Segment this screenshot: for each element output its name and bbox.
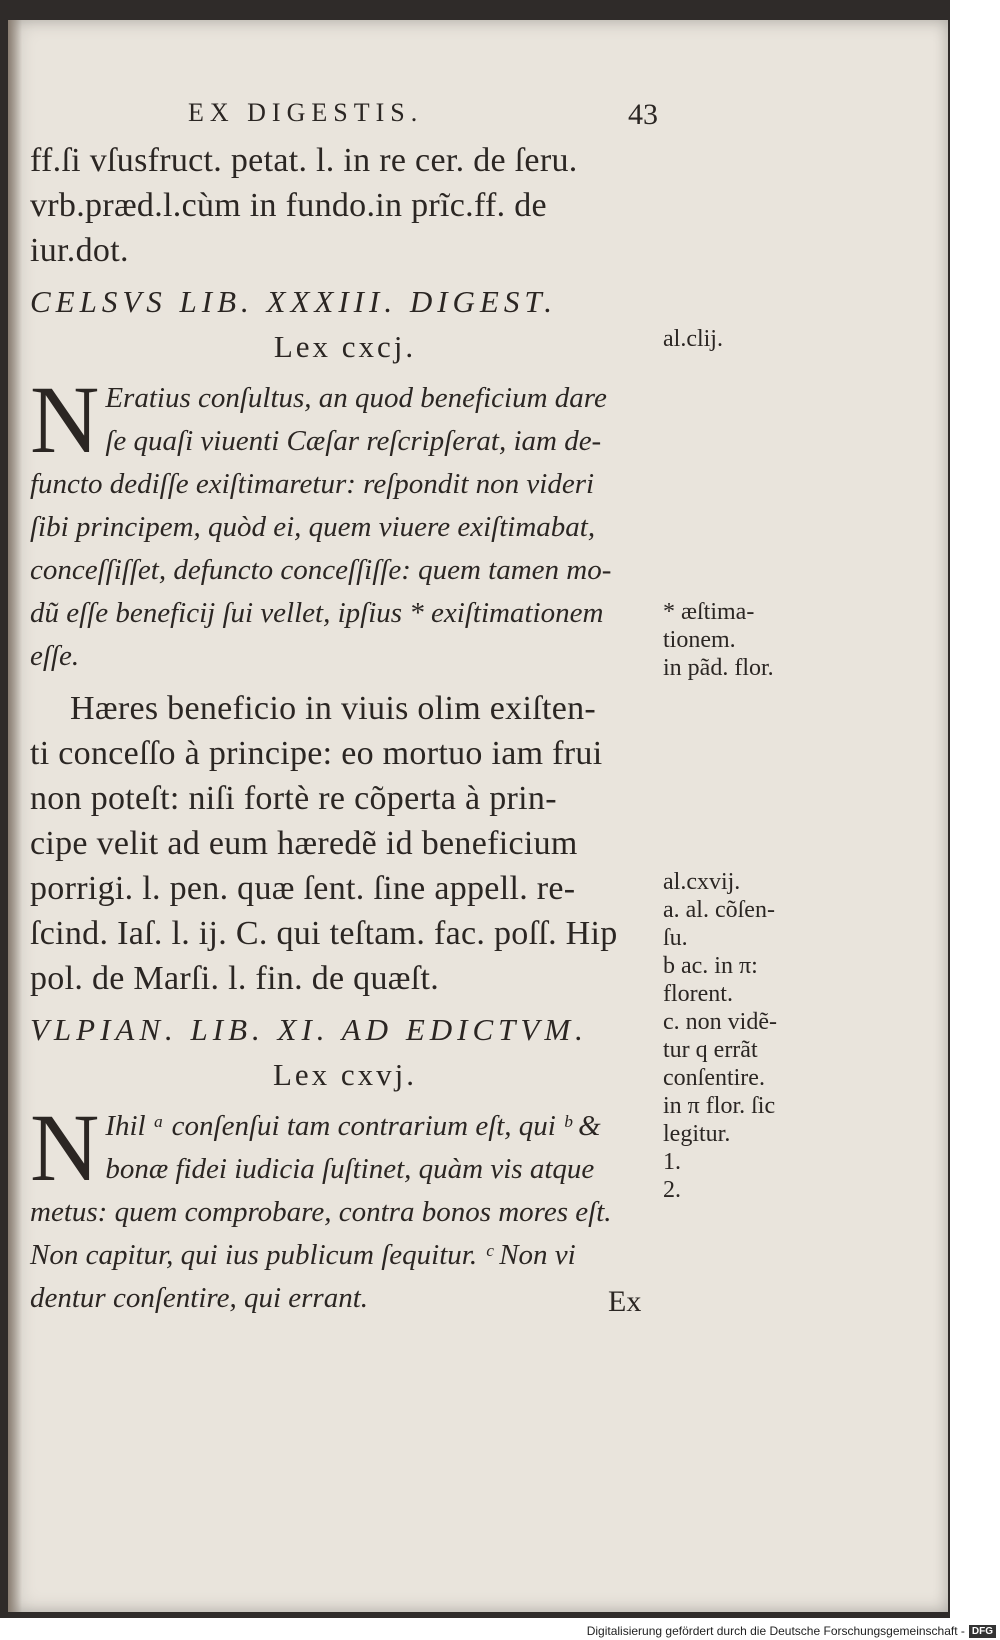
commentary-line-5: porrigi. l. pen. quæ ſent. ſine appell. re- [30,870,576,907]
margin-note-3-line-3: ſu. [663,925,688,951]
page-gutter-shadow [8,20,22,1612]
catchword: Ex [608,1285,642,1318]
margin-note-3 [663,868,823,1204]
margin-note-2-line-3: in pãd. flor. [663,655,774,681]
intro-line-2: vrb.præd.l.cùm in fundo.in prĩc.ff. de [30,187,547,224]
margin-note-1-line: al.clij. [663,326,723,352]
section1-text-line-7: eſſe. [30,640,80,672]
footer-credit: Digitalisierung gefördert durch die Deutsche Forschungsgemeinschaft - [586,1624,965,1638]
section2-text-line-3: metus: quem comprobare, contra bonos mores eſt. [30,1196,612,1228]
section1-commentary [30,686,660,1001]
section1-heading: CELSVS LIB. XXXIII. DIGEST. [30,284,558,319]
margin-note-3-line-10: legitur. [663,1121,731,1147]
margin-note-2-line-2: tionem. [663,627,736,653]
section2-dropcap: N [30,1094,100,1201]
book-page [8,20,948,1612]
margin-note-2-line-1: * æſtima- [663,599,755,625]
section1-text-line-6: dũ eſſe beneficij ſui vellet, ipſius * exiſtimationem [30,597,604,629]
section1-text-line-2: ſe quaſi viuenti Cæſar reſcripſerat, iam de- [105,425,602,457]
commentary-line-1: Hæres beneficio in viuis olim exiſten- [70,690,597,727]
intro-line-3: iur.dot. [30,232,129,269]
main-text-block [30,138,660,1320]
margin-note-3-line-1: al.cxvij. [663,869,741,895]
margin-note-3-line-5: florent. [663,981,733,1007]
commentary-line-3: non poteſt: niſi fortè re cõperta à prin- [30,780,557,817]
commentary-line-2: ti conceſſo à principe: eo mortuo iam frui [30,735,603,772]
digitization-footer [587,1624,996,1638]
margin-note-3-line-4: b ac. in π: [663,953,758,979]
section2-text-line-5: dentur conſentire, qui errant. [30,1282,369,1314]
commentary-line-4: cipe velit ad eum hæredẽ id beneficium [30,825,578,862]
margin-note-3-line-9: in π flor. ſic [663,1093,776,1119]
section1-text-line-5: conceſſiſſet, defuncto conceſſiſſe: quem tamen mo- [30,554,612,586]
running-header [188,98,658,132]
section1-lex: Lex cxcj. [273,329,417,364]
section2-lex: Lex cxvj. [272,1057,418,1092]
margin-note-3-line-8: conſentire. [663,1065,765,1091]
margin-note-2 [663,598,823,682]
margin-note-3-line-6: c. non vidẽ- [663,1009,777,1035]
section2-text-line-2: bonæ fidei iudicia ſuſtinet, quàm vis atque [105,1153,595,1185]
margin-note-3-line-12: 2. [663,1177,681,1203]
running-title: EX DIGESTIS. [188,98,424,127]
section1-text-line-1: Eratius conſultus, an quod beneficium dare [105,382,607,414]
section2-heading: VLPIAN. LIB. XI. AD EDICTVM. [30,1012,588,1047]
section1-text-line-3: functo dediſſe exiſtimaretur: reſpondit non videri [30,468,595,500]
section1-lex-text [30,366,660,678]
page-number: 43 [628,98,658,131]
section1-text-line-4: ſibi principem, quòd ei, quem viuere exiſtimabat, [30,511,596,543]
section2-lex-text [30,1094,660,1320]
dfg-logo: DFG [969,1625,996,1638]
commentary-line-7: pol. de Marſi. l. fin. de quæſt. [30,960,440,997]
margin-note-3-line-7: tur q errãt [663,1037,758,1063]
commentary-line-6: ſcind. Iaſ. l. ij. C. qui teſtam. fac. poſſ. Hip [30,915,618,952]
margin-note-3-line-11: 1. [663,1149,681,1175]
margin-note-1 [663,325,823,353]
margin-note-3-line-2: a. al. cõſen- [663,897,775,923]
intro-line-1: ff.ſi vſusfruct. petat. l. in re cer. de ſeru. [30,142,578,179]
section2-text-line-4: Non capitur, qui ius publicum ſequitur. ᶜ Non vi [30,1239,576,1271]
section1-dropcap: N [30,366,100,473]
section2-text-line-1: Ihil ᵃ conſenſui tam contrarium eſt, qui ᵇ & [105,1110,601,1142]
